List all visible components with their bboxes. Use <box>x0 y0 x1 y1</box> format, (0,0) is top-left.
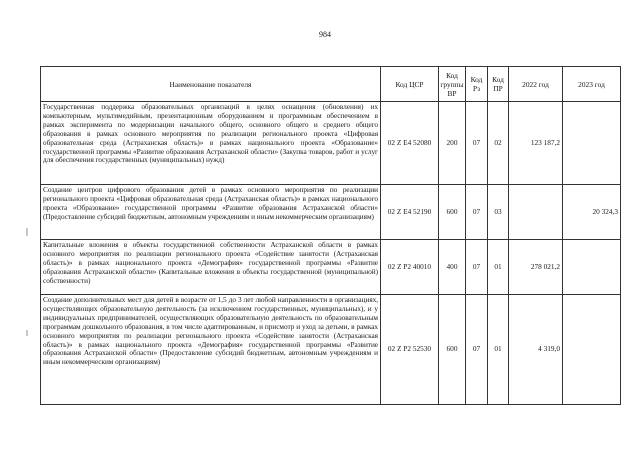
row-csr: 02 Z E4 52190 <box>381 185 439 240</box>
header-csr: Код ЦСР <box>381 67 439 102</box>
row-csr: 02 Z E4 52080 <box>381 102 439 185</box>
row-2022: 4 319,0 <box>509 295 563 405</box>
page-number: 984 <box>319 30 331 39</box>
row-rz: 07 <box>466 295 488 405</box>
row-rz: 07 <box>466 185 488 240</box>
header-vr: Код группы ВР <box>439 67 466 102</box>
header-pr: Код ПР <box>488 67 509 102</box>
row-2022 <box>509 185 563 240</box>
row-pr: 01 <box>488 240 509 295</box>
row-name: Государственная поддержка образовательных организаций в целях оснащения (обновления) их компьютерным, мультимедийным, презентационным оборудованием и программным обеспечением в рамках эксперимента по модернизации начального общего, основного общего и среднего общего образования в рамках основного мероприятия по реализации регионального проекта «Цифровая образовательная среда (Астраханская область)» в рамках национального проекта «Образование» государственной программы «Развитие образования Астраханской области» (Закупка товаров, работ и услуг для обеспечения государственных (муниципальных) нужд) <box>41 102 381 185</box>
row-2023 <box>563 295 621 405</box>
scan-edge-mark <box>26 330 28 336</box>
row-vr: 600 <box>439 295 466 405</box>
row-2022: 278 021,2 <box>509 240 563 295</box>
row-name: Создание дополнительных мест для детей в возрасте от 1,5 до 3 лет любой направленности в организациях, осуществляющих образовательную деятельность (за исключением государственных, муниципальных), и у индивидуальных предпринимателей, осуществляющих образовательную деятельность по образовательным программам дошкольного образования, в том числе адаптированным, и присмотр и уход за детьми, в рамках основного мероприятия по реализации регионального проекта «Содействие занятости (Астраханская область)» в рамках национального проекта «Демография» государственной программы «Развитие образования Астраханской области» (Предоставление субсидий бюджетным, автономным учреждениям и иным некоммерческим организациям) <box>41 295 381 405</box>
header-2023: 2023 год <box>563 67 621 102</box>
row-name: Создание центров цифрового образования детей в рамках основного мероприятия по реализации регионального проекта «Цифровая образовательная среда (Астраханская область)» в рамках национального проекта «Образование» государственной программы «Развитие образования Астраханской области» (Предоставление субсидий бюджетным, автономным учреждениям и иным некоммерческим организациям) <box>41 185 381 240</box>
row-2023 <box>563 240 621 295</box>
row-2023 <box>563 102 621 185</box>
row-rz: 07 <box>466 102 488 185</box>
header-name: Наименование показателя <box>41 67 381 102</box>
scan-edge-mark <box>26 228 28 236</box>
table-row <box>41 185 621 240</box>
row-name: Капитальные вложения в объекты государственной собственности Астраханской области в рамках основного мероприятия по реализации регионального проекта «Содействие занятости (Астраханская область)» в рамках национального проекта «Демография» государственной программы «Развитие образования Астраханской области» (Капитальные вложения в объекты государственной (муниципальной) собственности) <box>41 240 381 295</box>
row-csr: 02 Z P2 40010 <box>381 240 439 295</box>
table-header-row <box>41 67 621 102</box>
header-2022: 2022 год <box>509 67 563 102</box>
row-rz: 07 <box>466 240 488 295</box>
row-2022: 123 187,2 <box>509 102 563 185</box>
row-vr: 600 <box>439 185 466 240</box>
table-row <box>41 295 621 405</box>
row-csr: 02 Z P2 52530 <box>381 295 439 405</box>
table-row <box>41 102 621 185</box>
header-rz: Код Рз <box>466 67 488 102</box>
row-pr: 01 <box>488 295 509 405</box>
row-pr: 03 <box>488 185 509 240</box>
row-vr: 200 <box>439 102 466 185</box>
table-row <box>41 240 621 295</box>
budget-table <box>40 66 621 405</box>
row-2023: 20 324,3 <box>563 185 621 240</box>
row-pr: 02 <box>488 102 509 185</box>
row-vr: 400 <box>439 240 466 295</box>
